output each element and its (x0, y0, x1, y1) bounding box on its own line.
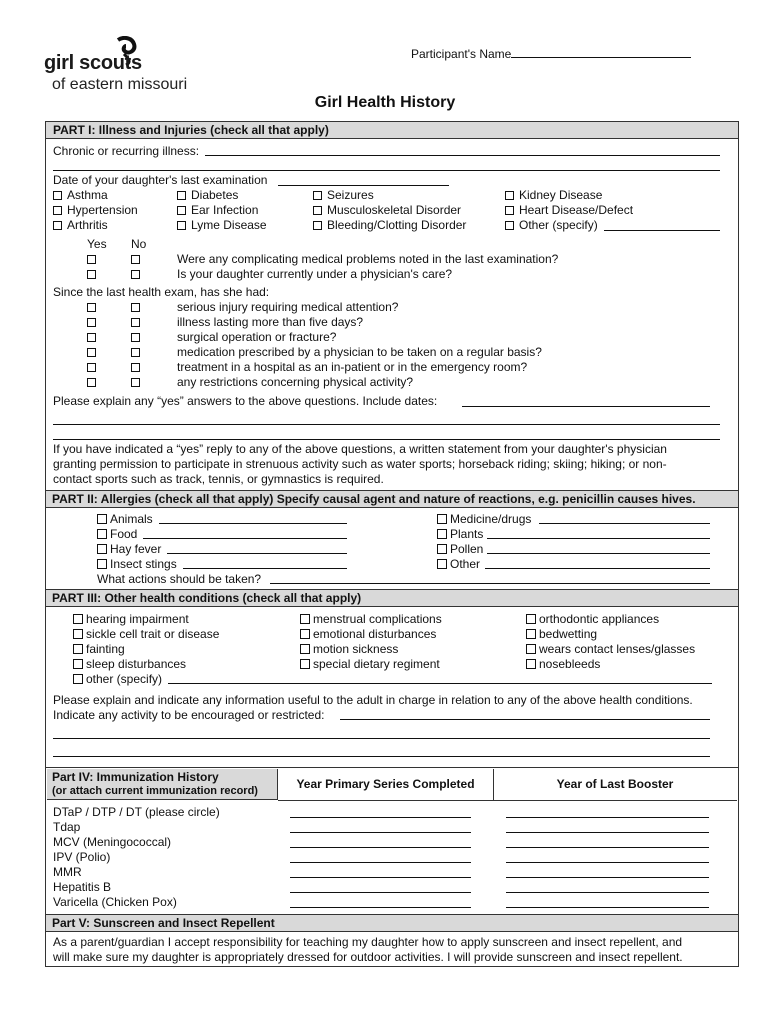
condition-other-line[interactable] (604, 230, 720, 231)
form-title: Girl Health History (314, 94, 456, 111)
booster-year-line[interactable] (506, 862, 709, 863)
allergy-medicine[interactable]: Medicine/drugs (437, 512, 531, 526)
allergy-line[interactable] (167, 553, 347, 554)
no-checkbox[interactable] (131, 375, 145, 389)
allergy-pollen[interactable]: Pollen (437, 542, 483, 556)
participant-name-label: Participant's Name (411, 47, 512, 61)
part4-subheading: (or attach current immunization record) (52, 785, 258, 797)
allergy-food[interactable]: Food (97, 527, 137, 541)
condition-musculoskeletal[interactable]: Musculoskeletal Disorder (313, 203, 461, 217)
col-last-booster: Year of Last Booster (556, 777, 674, 791)
condition-diabetes[interactable]: Diabetes (177, 188, 238, 202)
allergy-hay-fever[interactable]: Hay fever (97, 542, 161, 556)
explain-yes-line[interactable] (462, 406, 710, 407)
condition-contacts[interactable]: wears contact lenses/glasses (526, 642, 695, 656)
part4-heading-cell (47, 769, 278, 800)
checkbox[interactable] (53, 206, 62, 215)
allergy-animals[interactable]: Animals (97, 512, 153, 526)
allergy-line[interactable] (487, 553, 710, 554)
booster-year-line[interactable] (506, 817, 709, 818)
checkbox[interactable] (505, 191, 514, 200)
allergy-line[interactable] (143, 538, 347, 539)
condition-heart[interactable]: Heart Disease/Defect (505, 203, 633, 217)
booster-year-line[interactable] (506, 907, 709, 908)
condition-motion[interactable]: motion sickness (300, 642, 398, 656)
no-checkbox[interactable] (131, 360, 145, 374)
checkbox[interactable] (177, 206, 186, 215)
booster-year-line[interactable] (506, 877, 709, 878)
yes-checkbox[interactable] (87, 375, 101, 389)
vaccine-name: Hepatitis B (53, 880, 112, 894)
yes-checkbox[interactable] (87, 252, 101, 266)
logo-text: girl scouts (44, 52, 142, 74)
primary-year-line[interactable] (290, 907, 471, 908)
checkbox[interactable] (505, 221, 514, 230)
physician-note: contact sports such as track, tennis, or gymnastics is required. (53, 472, 384, 486)
part1-heading: PART I: Illness and Injuries (check all that apply) (46, 122, 738, 139)
since-question: serious injury requiring medical attention? (177, 300, 399, 314)
condition-asthma[interactable]: Asthma (53, 188, 108, 202)
exam-question: Were any complicating medical problems noted in the last examination? (177, 252, 559, 266)
allergy-line[interactable] (539, 523, 710, 524)
yes-checkbox[interactable] (87, 345, 101, 359)
condition-ear-infection[interactable]: Ear Infection (177, 203, 258, 217)
checkbox[interactable] (53, 221, 62, 230)
chronic-illness-line-2[interactable] (53, 170, 720, 171)
since-question: any restrictions concerning physical activity? (177, 375, 414, 389)
explain-yes-line-3[interactable] (53, 439, 720, 440)
no-checkbox[interactable] (131, 345, 145, 359)
part3-heading: PART III: Other health conditions (check all that apply) (46, 590, 738, 607)
yes-checkbox[interactable] (87, 315, 101, 329)
condition-bleeding[interactable]: Bleeding/Clotting Disorder (313, 218, 466, 232)
participant-name-field[interactable] (411, 47, 691, 61)
explain-yes-line-2[interactable] (53, 424, 720, 425)
chronic-illness-line[interactable] (205, 155, 720, 156)
since-question: illness lasting more than five days? (177, 315, 364, 329)
explain-yes-label: Please explain any “yes” answers to the above questions. Include dates: (53, 394, 438, 408)
no-checkbox[interactable] (131, 330, 145, 344)
condition-fainting[interactable]: fainting (73, 642, 125, 656)
col-primary-series: Year Primary Series Completed (296, 777, 475, 791)
since-question: surgical operation or fracture? (177, 330, 337, 344)
vaccine-name: MMR (53, 865, 82, 879)
booster-year-line[interactable] (506, 832, 709, 833)
exam-date-label: Date of your daughter's last examination (53, 173, 268, 187)
no-checkbox[interactable] (131, 300, 145, 314)
condition-nosebleeds[interactable]: nosebleeds (526, 657, 600, 671)
primary-year-line[interactable] (290, 862, 471, 863)
allergy-line[interactable] (485, 568, 710, 569)
primary-year-line[interactable] (290, 847, 471, 848)
condition-hearing[interactable]: hearing impairment (73, 612, 189, 626)
chronic-illness-label: Chronic or recurring illness: (53, 144, 200, 158)
yes-checkbox[interactable] (87, 330, 101, 344)
yes-checkbox[interactable] (87, 360, 101, 374)
condition-other-specify[interactable]: other (specify) (73, 672, 162, 686)
condition-bedwetting[interactable]: bedwetting (526, 627, 597, 641)
no-checkbox[interactable] (131, 315, 145, 329)
allergy-insect-stings[interactable]: Insect stings (97, 557, 177, 571)
checkbox[interactable] (177, 221, 186, 230)
no-checkbox[interactable] (131, 267, 145, 281)
checkbox[interactable] (53, 191, 62, 200)
sunscreen-text: As a parent/guardian I accept responsibility for teaching my daughter how to apply sunscreen and insect repellent, and (53, 935, 683, 949)
exam-date-line[interactable] (278, 185, 449, 186)
primary-year-line[interactable] (290, 832, 471, 833)
condition-emotional[interactable]: emotional disturbances (300, 627, 436, 641)
physician-note: If you have indicated a “yes” reply to any of the above questions, a written statement from your daughter's physician (53, 442, 667, 456)
since-question: treatment in a hospital as an in-patient or in the emergency room? (177, 360, 528, 374)
part5-heading: Part V: Sunscreen and Insect Repellent (46, 915, 738, 932)
allergy-line[interactable] (487, 538, 710, 539)
part3-activity-line[interactable] (340, 719, 710, 720)
physician-note: granting permission to participate in strenuous activity such as water sports; horseback riding; skiing; hiking; or non- (53, 457, 667, 471)
primary-year-line[interactable] (290, 817, 471, 818)
condition-lyme[interactable]: Lyme Disease (177, 218, 267, 232)
allergy-other[interactable]: Other (437, 557, 480, 571)
allergy-line[interactable] (183, 568, 347, 569)
allergy-line[interactable] (159, 523, 347, 524)
part4-heading: Part IV: Immunization History (52, 770, 219, 784)
checkbox[interactable] (313, 206, 322, 215)
condition-dietary[interactable]: special dietary regiment (300, 657, 440, 671)
vaccine-name: Tdap (53, 820, 81, 834)
primary-year-line[interactable] (290, 892, 471, 893)
allergy-plants[interactable]: Plants (437, 527, 483, 541)
vaccine-name: MCV (Meningococcal) (53, 835, 172, 849)
condition-sleep[interactable]: sleep disturbances (73, 657, 186, 671)
condition-hypertension[interactable]: Hypertension (53, 203, 138, 217)
checkbox[interactable] (313, 191, 322, 200)
yes-checkbox[interactable] (87, 300, 101, 314)
since-exam-label: Since the last health exam, has she had: (53, 285, 270, 299)
checkbox[interactable] (177, 191, 186, 200)
booster-year-line[interactable] (506, 892, 709, 893)
part2-heading: PART II: Allergies (check all that apply) Specify causal agent and nature of reactions, e.g. penicillin causes hives. (46, 491, 738, 508)
part3-activity-label: Indicate any activity to be encouraged or restricted: (53, 708, 325, 722)
allergy-actions-line[interactable] (270, 583, 710, 584)
condition-seizures[interactable]: Seizures (313, 188, 374, 202)
participant-name-line[interactable] (511, 47, 691, 58)
condition-other[interactable]: Other (specify) (505, 218, 598, 232)
yes-checkbox[interactable] (87, 267, 101, 281)
condition-orthodontic[interactable]: orthodontic appliances (526, 612, 659, 626)
condition-other-line[interactable] (168, 683, 712, 684)
checkbox[interactable] (505, 206, 514, 215)
vaccine-name: DTaP / DTP / DT (please circle) (53, 805, 220, 819)
since-question: medication prescribed by a physician to be taken on a regular basis? (177, 345, 542, 359)
condition-kidney[interactable]: Kidney Disease (505, 188, 602, 202)
logo-subtext: of eastern missouri (52, 76, 188, 93)
vaccine-name: Varicella (Chicken Pox) (53, 895, 177, 909)
sunscreen-text: will make sure my daughter is appropriately dressed for outdoor activities. I will provide sunscreen and insect repellent. (53, 950, 683, 964)
part3-explain-text: Please explain and indicate any information useful to the adult in charge in relation to any of the above health conditions. (53, 693, 693, 707)
yes-label: Yes (87, 237, 107, 251)
condition-sickle-cell[interactable]: sickle cell trait or disease (73, 627, 219, 641)
checkbox[interactable] (313, 221, 322, 230)
part3-activity-line-3[interactable] (53, 756, 710, 757)
part4-header-divider (278, 800, 737, 801)
condition-arthritis[interactable]: Arthritis (53, 218, 108, 232)
booster-year-line[interactable] (506, 847, 709, 848)
condition-menstrual[interactable]: menstrual complications (300, 612, 442, 626)
part3-activity-line-2[interactable] (53, 738, 710, 739)
no-label: No (131, 237, 147, 251)
no-checkbox[interactable] (131, 252, 145, 266)
exam-question: Is your daughter currently under a physician's care? (177, 267, 453, 281)
allergy-actions-label: What actions should be taken? (97, 572, 262, 586)
vaccine-name: IPV (Polio) (53, 850, 111, 864)
primary-year-line[interactable] (290, 877, 471, 878)
